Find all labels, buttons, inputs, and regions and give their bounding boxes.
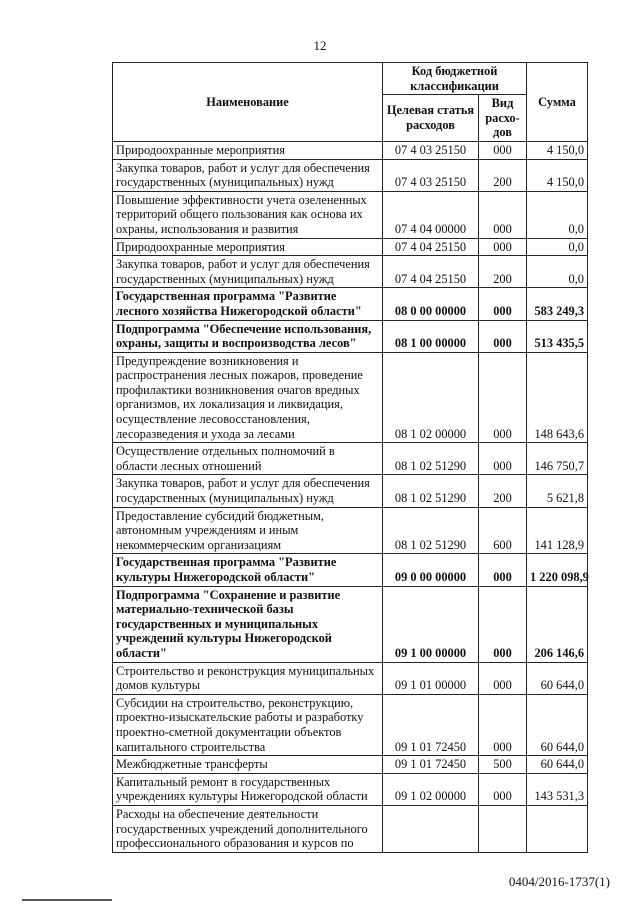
row-code: 08 1 02 51290	[383, 507, 479, 554]
header-expense-type: Вид расхо-дов	[479, 95, 527, 142]
table-row	[113, 288, 588, 320]
row-code: 07 4 04 00000	[383, 191, 479, 238]
table-row	[113, 238, 588, 256]
row-code: 08 0 00 00000	[383, 288, 479, 320]
row-name: Закупка товаров, работ и услуг для обеспечения государственных (муниципальных) нужд	[113, 475, 383, 507]
header-name: Наименование	[113, 63, 383, 142]
row-type: 000	[479, 238, 527, 256]
row-name: Государственная программа "Развитие культуры Нижегородской области"	[113, 554, 383, 586]
table-row	[113, 141, 588, 159]
row-name: Предоставление субсидий бюджетным, автономным учреждениям и иным некоммерческим организациям	[113, 507, 383, 554]
row-name: Закупка товаров, работ и услуг для обеспечения государственных (муниципальных) нужд	[113, 159, 383, 191]
table-row	[113, 256, 588, 288]
table-row	[113, 320, 588, 352]
row-type: 200	[479, 475, 527, 507]
scan-artifact-line	[22, 899, 112, 901]
row-type: 600	[479, 507, 527, 554]
row-type: 000	[479, 141, 527, 159]
table-row	[113, 352, 588, 443]
row-type: 000	[479, 662, 527, 694]
page-number: 12	[313, 38, 327, 53]
row-type: 000	[479, 191, 527, 238]
row-name: Субсидии на строительство, реконструкцию, проектно-изыскательские работы и разработку проектно-сметной документации объектов капитального строительства	[113, 694, 383, 755]
table-row	[113, 159, 588, 191]
row-sum: 4 150,0	[527, 141, 588, 159]
row-code: 09 1 02 00000	[383, 773, 479, 805]
row-sum: 60 644,0	[527, 662, 588, 694]
row-name: Государственная программа "Развитие лесного хозяйства Нижегородской области"	[113, 288, 383, 320]
row-code: 09 1 01 72450	[383, 756, 479, 774]
row-name: Подпрограмма "Обеспечение использования, охраны, защиты и воспроизводства лесов"	[113, 320, 383, 352]
header-sum: Сумма	[527, 63, 588, 142]
row-sum: 148 643,6	[527, 352, 588, 443]
row-name: Расходы на обеспечение деятельности государственных учреждений дополнительного профессионального образования и курсов по	[113, 805, 383, 852]
row-name: Подпрограмма "Сохранение и развитие материально-технической базы государственных и муниципальных учреждений культуры Нижегородской области"	[113, 586, 383, 662]
row-code: 09 1 01 72450	[383, 694, 479, 755]
row-name: Природоохранные мероприятия	[113, 238, 383, 256]
row-sum: 146 750,7	[527, 443, 588, 475]
row-type: 000	[479, 586, 527, 662]
header-target-article: Целевая статья расходов	[383, 95, 479, 142]
table-row	[113, 773, 588, 805]
row-code	[383, 805, 479, 852]
row-name: Межбюджетные трансферты	[113, 756, 383, 774]
row-code: 08 1 00 00000	[383, 320, 479, 352]
row-sum: 0,0	[527, 256, 588, 288]
row-code: 08 1 02 51290	[383, 475, 479, 507]
row-type: 000	[479, 352, 527, 443]
table-row	[113, 443, 588, 475]
row-code: 07 4 04 25150	[383, 256, 479, 288]
row-type: 500	[479, 756, 527, 774]
row-sum: 60 644,0	[527, 756, 588, 774]
row-type: 000	[479, 320, 527, 352]
row-type: 000	[479, 694, 527, 755]
budget-table	[112, 62, 588, 853]
table-row	[113, 475, 588, 507]
row-sum: 60 644,0	[527, 694, 588, 755]
table-row	[113, 805, 588, 852]
row-name: Капитальный ремонт в государственных учреждениях культуры Нижегородской области	[113, 773, 383, 805]
row-type: 000	[479, 773, 527, 805]
row-type: 000	[479, 288, 527, 320]
row-code: 09 0 00 00000	[383, 554, 479, 586]
row-type: 000	[479, 554, 527, 586]
row-code: 07 4 03 25150	[383, 159, 479, 191]
row-name: Закупка товаров, работ и услуг для обеспечения государственных (муниципальных) нужд	[113, 256, 383, 288]
row-name: Природоохранные мероприятия	[113, 141, 383, 159]
row-sum: 583 249,3	[527, 288, 588, 320]
table-row	[113, 191, 588, 238]
row-name: Предупреждение возникновения и распространения лесных пожаров, проведение профилактики возникновения очагов вредных организмов, их локализация и ликвидация, осуществление лесовосстановления, лесоразведения и ухода за лесами	[113, 352, 383, 443]
row-code: 09 1 00 00000	[383, 586, 479, 662]
row-name: Строительство и реконструкция муниципальных домов культуры	[113, 662, 383, 694]
row-code: 08 1 02 00000	[383, 352, 479, 443]
header-code-group: Код бюджетной классификации	[383, 63, 527, 95]
row-sum: 0,0	[527, 191, 588, 238]
row-code: 09 1 01 00000	[383, 662, 479, 694]
table-row	[113, 694, 588, 755]
row-sum: 5 621,8	[527, 475, 588, 507]
row-sum: 513 435,5	[527, 320, 588, 352]
row-sum: 141 128,9	[527, 507, 588, 554]
row-type: 000	[479, 443, 527, 475]
table-body	[113, 141, 588, 852]
row-code: 07 4 04 25150	[383, 238, 479, 256]
table-row	[113, 507, 588, 554]
row-name: Осуществление отдельных полномочий в области лесных отношений	[113, 443, 383, 475]
row-sum: 0,0	[527, 238, 588, 256]
table-row	[113, 756, 588, 774]
table-row	[113, 554, 588, 586]
document-id: 0404/2016-1737(1)	[508, 874, 610, 889]
row-sum: 1 220 098,9	[527, 554, 588, 586]
row-name: Повышение эффективности учета озелененных территорий общего пользования как основа их охраны, использования и развития	[113, 191, 383, 238]
table-row	[113, 586, 588, 662]
table-row	[113, 662, 588, 694]
row-sum	[527, 805, 588, 852]
row-sum: 4 150,0	[527, 159, 588, 191]
row-sum: 143 531,3	[527, 773, 588, 805]
row-type	[479, 805, 527, 852]
row-type: 200	[479, 256, 527, 288]
row-code: 08 1 02 51290	[383, 443, 479, 475]
row-sum: 206 146,6	[527, 586, 588, 662]
row-code: 07 4 03 25150	[383, 141, 479, 159]
row-type: 200	[479, 159, 527, 191]
